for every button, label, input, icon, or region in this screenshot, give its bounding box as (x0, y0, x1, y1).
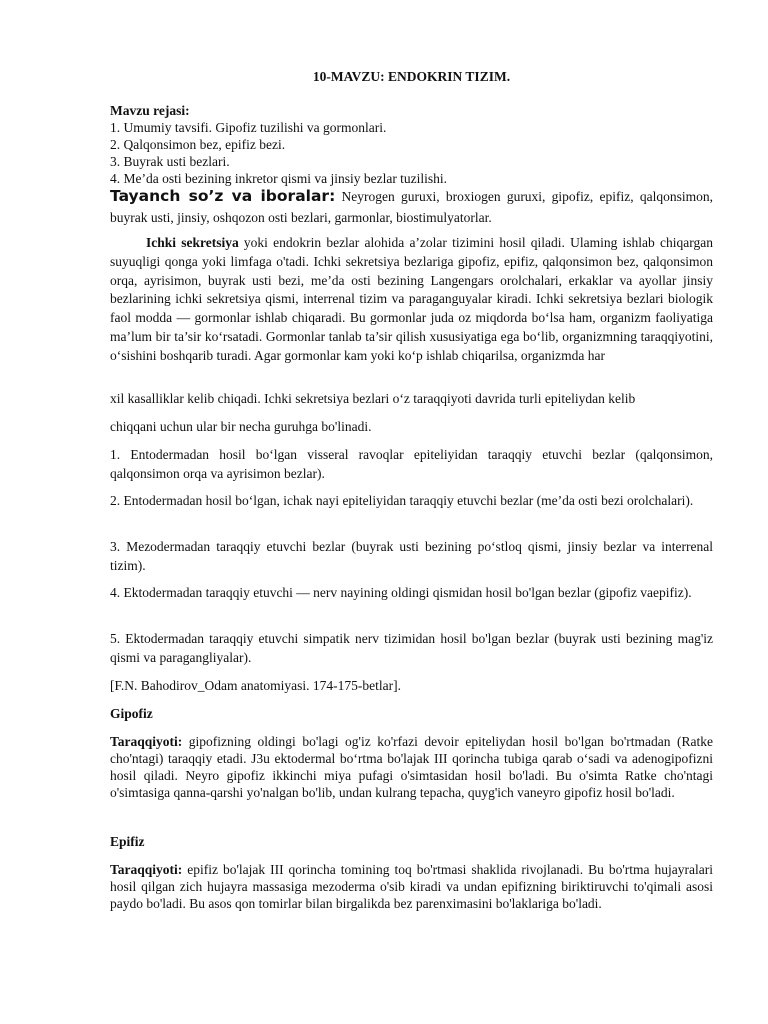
gipofiz-text: gipofizning oldingi bo'lagi og'iz ko'rfazi devoir epiteliydan hosil bo'lgan bo'rtmadan (Ratke cho'ntagi) taraqqiy etadi. J3u ektodermal bo‘rtma bo'lajak III qorincha tubiga qarab o‘sadi va adenogipofizni hosil qiladi. Neyro gipofiz ikkinchi miya pufagi o'simtasidan hosil bo'ladi. Bu o'simta Ratke cho'ntagi o'simtasiga qanna-qarshi yo'nalgan bo'lib, undan kulrang tepacha, quyg'ich vaneyro gipofiz hosil bo'ladi. (110, 734, 713, 800)
gipofiz-development-paragraph (110, 733, 713, 801)
plan-heading: Mavzu rejasi: (110, 103, 190, 118)
plan-item: 4. Me’da osti bezining inkretor qismi va jinsiy bezlar tuzilishi. (110, 171, 448, 186)
gland-group-item: 4. Ektodermadan taraqqiy etuvchi — nerv nayining oldingi qismidan hosil bo'lgan bezlar (gipofiz vaepifiz). (110, 585, 692, 600)
gland-group-item: 1. Entodermadan hosil bo‘lgan visseral ravoqlar epiteliyidan taraqqiy etuvchi bezlar (qalqonsimon, qalqonsimon orqa va ayrisimon bezlar). (110, 447, 713, 481)
gipofiz-label: Taraqqiyoti: (110, 734, 183, 749)
keywords-label: Tayanch so’z va iboralar (110, 187, 330, 205)
intro-continuation-line: chiqqani uchun ular bir necha guruhga bo'linadi. (110, 419, 372, 434)
section-heading-epifiz: Epifiz (110, 834, 145, 849)
intro-text: yoki endokrin bezlar alohida a’zolar tizimini hosil qiladi. Ulaming ishlab chiqargan suyuqligi qonga yoki limfaga o'tadi. Ichki sekretsiya bezlariga gipofiz, epifiz, qalqonsimon bez, qalqonsimon orqa, ayrisimon, buyrak usti bezi, me’da osti bezining Langengars orolchalari, erkaklar va ayollar jinsiy bezlarining ichki sekretsiya qismi, interrenal tizim va paraganguyalar kiradi. Ichki sekretsiya bezlari biologik faol modda — gormonlar ishlab chiqaradi. Bu gormonlar juda oz miqdorda bo‘lsa ham, organizm faoliyatiga ma’lum bir ta’sir ko‘rsatadi. Gormonlar tanlab ta’sir qilish xususiyatiga ega bo‘lib, organizmning taraqqiyotini, o‘sishini boshqarib turadi. Agar gormonlar kam yoki ko‘p ishlab chiqarilsa, organizmda har (110, 235, 713, 363)
plan-item: 2. Qalqonsimon bez, epifiz bezi. (110, 137, 286, 152)
intro-term: Ichki sekretsiya (146, 235, 239, 250)
epifiz-development-paragraph (110, 861, 713, 912)
plan-item: 1. Umumiy tavsifi. Gipofiz tuzilishi va gormonlari. (110, 120, 387, 135)
keywords-text: Neyrogen guruxi, broxiogen guruxi, gipofiz, epifiz, qalqonsimon, buyrak usti, jinsiy, oshqozon osti bezlari, garmonlar, biostimulyatorlar. (110, 189, 713, 225)
reference: [F.N. Bahodirov_Odam anatomiyasi. 174-175-betlar]. (110, 678, 401, 693)
gland-group-item: 2. Entodermadan hosil bo‘lgan, ichak nayi epiteliyidan taraqqiy etuvchi bezlar (me’da osti bezi orolchalari). (110, 493, 694, 508)
gland-group-item: 5. Ektodermadan taraqqiy etuvchi simpatik nerv tizimidan hosil bo'lgan bezlar (buyrak usti bezining mag'iz qismi va paragangliyalar). (110, 631, 713, 665)
lesson-plan (110, 102, 713, 187)
keywords-colon: : (329, 187, 336, 205)
page-title: 10-MAVZU: ENDOKRIN TIZIM. (312, 69, 511, 84)
keywords-paragraph (110, 186, 713, 228)
intro-paragraph (110, 234, 713, 366)
gland-group-item: 3. Mezodermadan taraqqiy etuvchi bezlar (buyrak usti bezining po‘stloq qismi, jinsiy bezlar va interrenal tizim). (110, 539, 713, 573)
intro-continuation-line: xil kasalliklar kelib chiqadi. Ichki sekretsiya bezlari o‘z taraqqiyoti davrida turli epiteliydan kelib (110, 391, 636, 406)
epifiz-label: Taraqqiyoti: (110, 862, 183, 877)
section-heading-gipofiz: Gipofiz (110, 706, 153, 721)
plan-item: 3. Buyrak usti bezlari. (110, 154, 230, 169)
epifiz-text: epifiz bo'lajak III qorincha tomining toq bo'rtmasi shaklida rivojlanadi. Bu bo'rtma hujayralari hosil qilgan zich hujayra massasiga mezoderma o'sib kiradi va undan epifizning biriktiruvchi to'qimali asosi paydo bo'ladi. Bu asos qon tomirlar bilan birgalikda bez parenximasini bo'laklariga bo'ladi. (110, 862, 713, 911)
